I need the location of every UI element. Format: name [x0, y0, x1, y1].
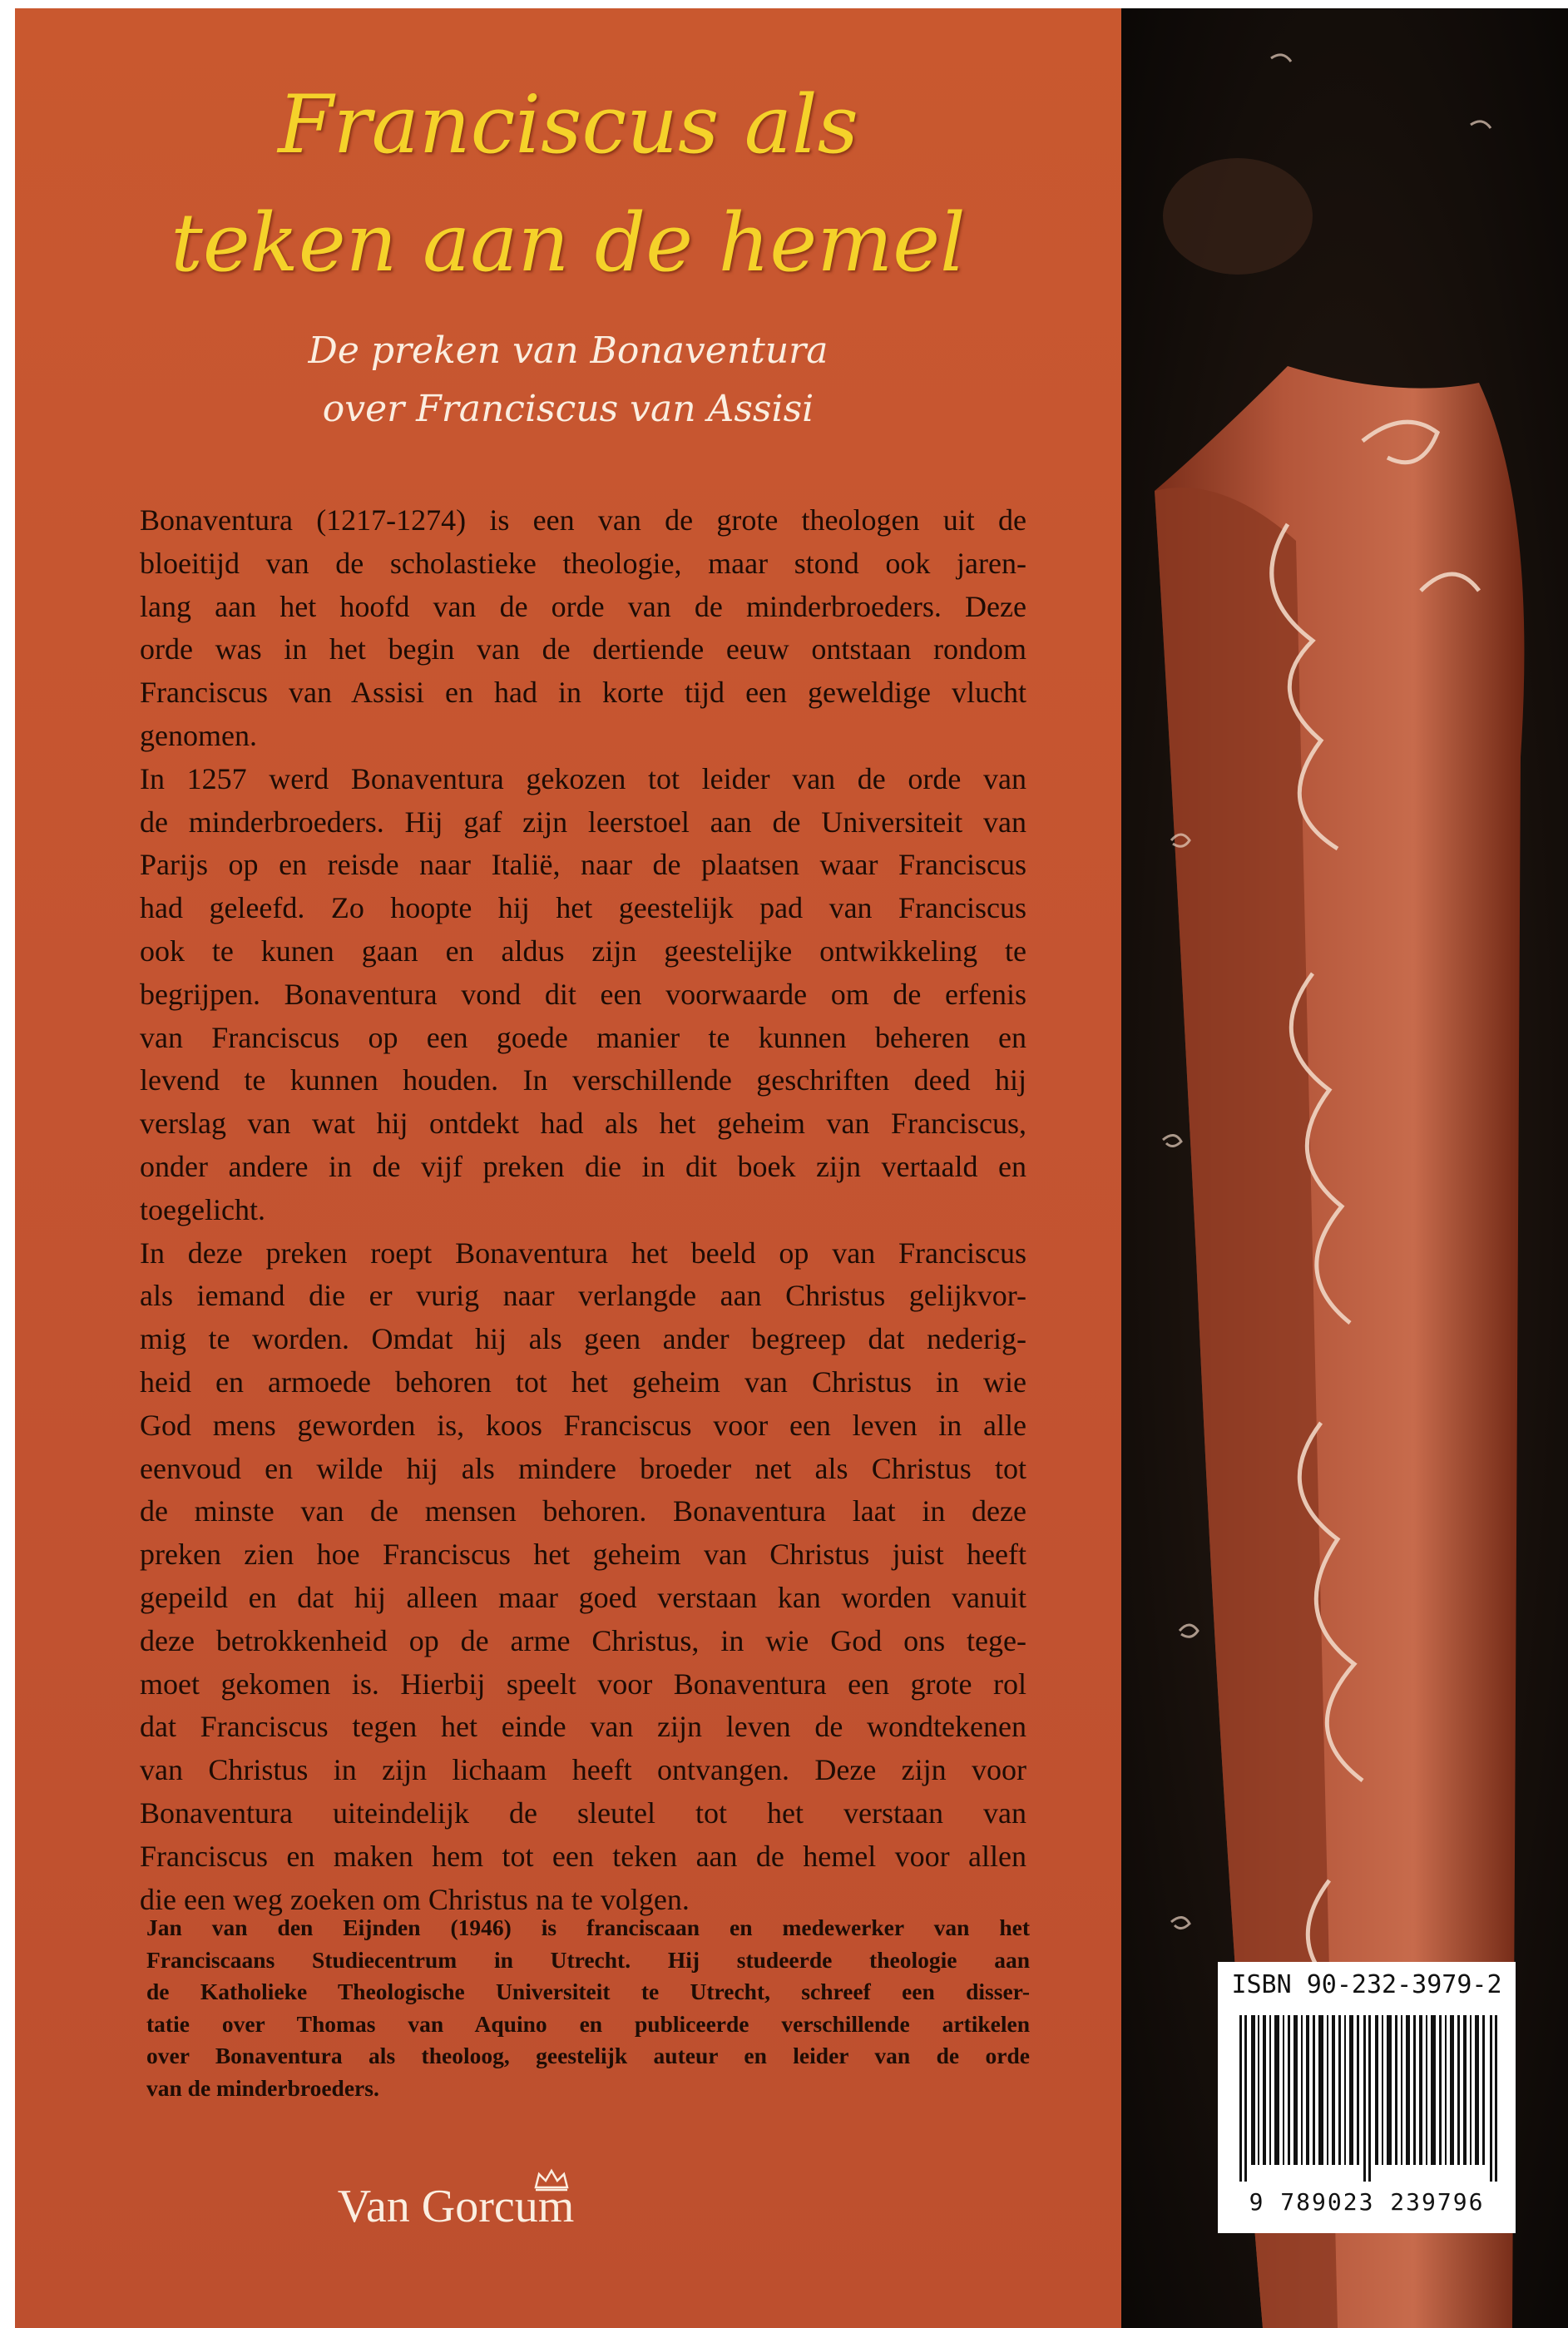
blurb-line: preken zien hoe Franciscus het geheim van Christus juist heeft	[140, 1538, 1026, 1572]
blurb-line: Bonaventura uiteindelijk de sleutel tot het verstaan van	[140, 1796, 1026, 1830]
blurb-line: die een weg zoeken om Christus na te volgen.	[140, 1882, 690, 1916]
blurb-line: onder andere in de vijf preken die in dit boek zijn vertaald en	[140, 1149, 1026, 1183]
blurb-line: God mens geworden is, koos Franciscus voor een leven in alle	[140, 1408, 1026, 1442]
blurb-line: deze betrokkenheid op de arme Christus, in wie God ons tege-	[140, 1623, 1026, 1657]
blurb-line: verslag van wat hij ontdekt had als het geheim van Franciscus,	[140, 1107, 1026, 1141]
blurb-line: gepeild en dat hij alleen maar goed verstaan kan worden vanuit	[140, 1580, 1026, 1614]
publisher-logo: Van Gorcum	[337, 2181, 575, 2232]
blurb-line: genomen.	[140, 718, 257, 752]
book-back-cover	[15, 8, 1568, 2328]
blurb-line: had geleefd. Zo hoopte hij het geestelijk pad van Franciscus	[140, 891, 1026, 925]
blurb-line: begrijpen. Bonaventura vond dit een voorwaarde om de erfenis	[140, 977, 1026, 1011]
bio-line: Jan van den Eijnden (1946) is franciscaan en medewerker van het	[146, 1914, 1030, 1940]
isbn-number: ISBN 90-232-3979-2	[1231, 1970, 1502, 1999]
blurb-line: mig te worden. Omdat hij als geen ander begreep dat nederig-	[140, 1322, 1026, 1356]
title-line-1: Franciscus als	[278, 78, 858, 171]
blurb-line: Franciscus van Assisi en had in korte tijd een geweldige vlucht	[140, 676, 1026, 710]
blurb-line: eenvoud en wilde hij als mindere broeder net als Christus tot	[140, 1451, 1026, 1485]
blurb-line: van Christus in zijn lichaam heeft ontvangen. Deze zijn voor	[140, 1753, 1026, 1787]
blurb-line: heid en armoede behoren tot het geheim van Christus in wie	[140, 1365, 1026, 1399]
blurb-line: moet gekomen is. Hierbij speelt voor Bonaventura een grote rol	[140, 1667, 1026, 1701]
blurb-line: de minderbroeders. Hij gaf zijn leerstoel aan de Universiteit van	[140, 805, 1026, 839]
blurb-line: levend te kunnen houden. In verschillende geschriften deed hij	[140, 1063, 1026, 1097]
blurb-line: In deze preken roept Bonaventura het beeld op van Franciscus	[140, 1236, 1026, 1270]
bio-line: Franciscaans Studiecentrum in Utrecht. Hij studeerde theologie aan	[146, 1946, 1030, 1973]
bio-line: van de minderbroeders.	[146, 2074, 379, 2101]
blurb-line: toegelicht.	[140, 1192, 265, 1226]
bio-line: over Bonaventura als theoloog, geestelijk auteur en leider van de orde	[146, 2043, 1030, 2068]
blurb-line: Franciscus en maken hem tot een teken aan de hemel voor allen	[140, 1839, 1026, 1873]
ean-number: 9 789023 239796	[1249, 2188, 1485, 2216]
blurb-line: Bonaventura (1217-1274) is een van de grote theologen uit de	[140, 503, 1026, 537]
subtitle-line-2: over Franciscus van Assisi	[322, 388, 814, 430]
text-panel	[15, 8, 1121, 2328]
blurb-line: lang aan het hoofd van de orde van de minderbroeders. Deze	[140, 589, 1026, 623]
bio-line: de Katholieke Theologische Universiteit te Utrecht, schreef een disser-	[146, 1979, 1030, 2004]
blurb-line: ook te kunen gaan en aldus zijn geestelijke ontwikkeling te	[140, 934, 1026, 968]
barcode-icon	[1239, 2015, 1497, 2182]
blurb-line: In 1257 werd Bonaventura gekozen tot leider van de orde van	[140, 761, 1026, 795]
blurb-text	[140, 499, 1026, 1921]
isbn-barcode	[1218, 1962, 1516, 2233]
title-line-2: teken aan de hemel	[171, 196, 966, 290]
blurb-line: als iemand die er vurig naar verlangde aan Christus gelijkvor-	[140, 1279, 1026, 1313]
blurb-line: dat Franciscus tegen het einde van zijn leven de wondtekenen	[140, 1710, 1026, 1744]
author-bio	[146, 1912, 1030, 2104]
blurb-line: Parijs op en reisde naar Italië, naar de plaatsen waar Franciscus	[140, 848, 1026, 882]
blurb-line: orde was in het begin van de dertiende eeuw ontstaan rondom	[140, 632, 1026, 666]
subtitle-line-1: De preken van Bonaventura	[308, 329, 829, 372]
bio-line: tatie over Thomas van Aquino en publiceerde verschillende artikelen	[146, 2010, 1030, 2037]
blurb-line: van Franciscus op een goede manier te kunnen beheren en	[140, 1020, 1026, 1054]
blurb-line: bloeitijd van de scholastieke theologie, maar stond ook jaren-	[140, 546, 1026, 580]
blurb-line: de minste van de mensen behoren. Bonaventura laat in deze	[140, 1494, 1026, 1528]
